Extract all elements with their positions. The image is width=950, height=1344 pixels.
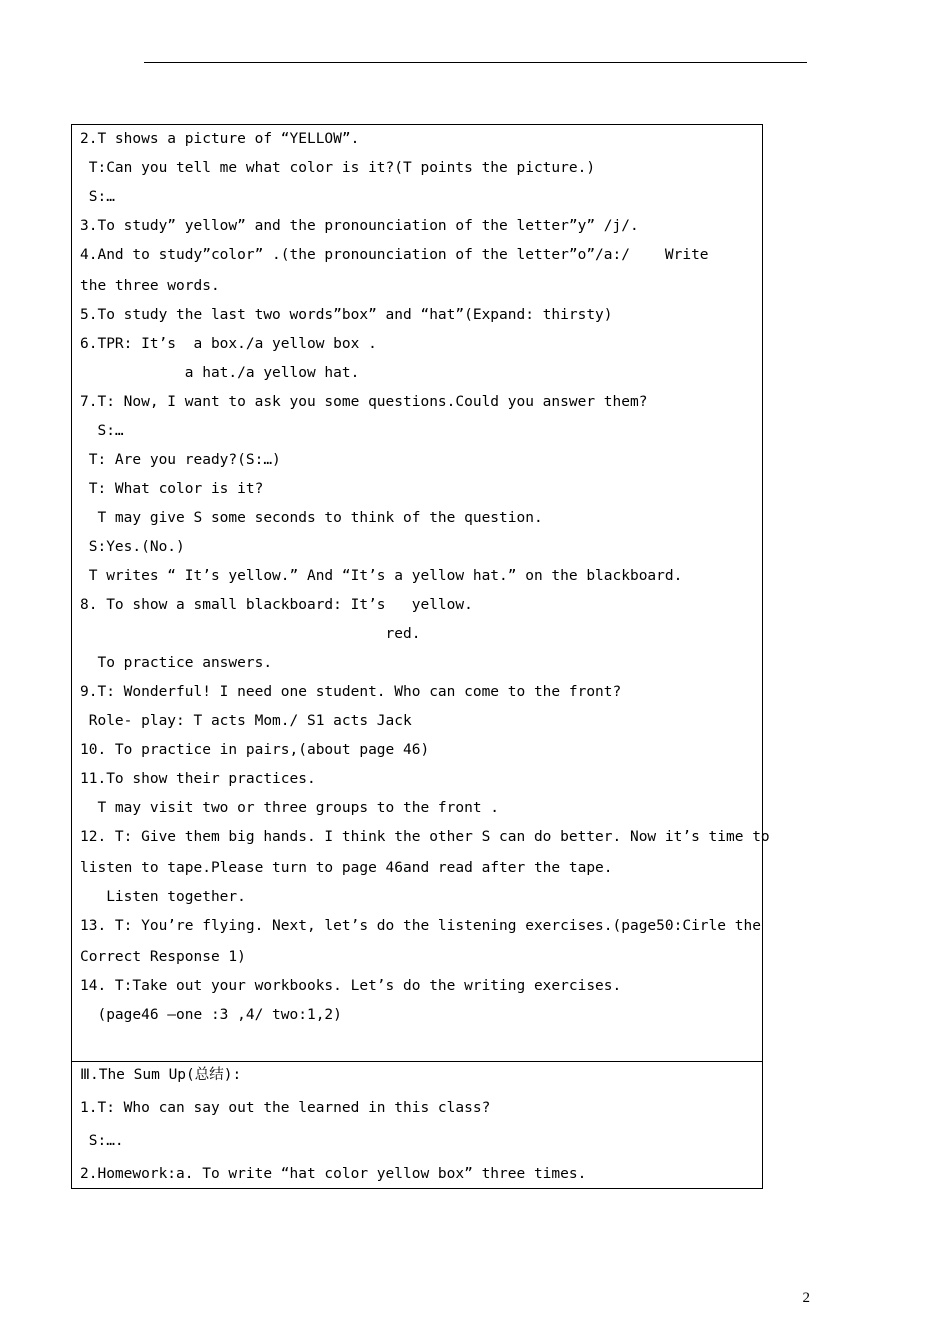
procedure-line: 8. To show a small blackboard: It’s yellow. [80,597,473,613]
procedure-line: 3.To study” yellow” and the pronounciation of the letter”y” /j/. [80,218,639,234]
procedure-line: 10. To practice in pairs,(about page 46) [80,742,430,758]
procedure-line: 9.T: Wonderful! I need one student. Who can come to the front? [80,684,622,700]
procedure-line: 11.To show their practices. [80,771,316,787]
procedure-line: T may give S some seconds to think of the question. [80,510,543,526]
procedure-line: 12. T: Give them big hands. I think the other S can do better. Now it’s time to [80,829,770,845]
procedure-line: S:Yes.(No.) [80,539,185,555]
procedure-line: T:Can you tell me what color is it?(T points the picture.) [80,160,596,176]
procedure-line: a hat./a yellow hat. [80,365,360,381]
procedure-line: T: Are you ready?(S:…) [80,452,281,468]
procedure-line: T writes “ It’s yellow.” And “It’s a yellow hat.” on the blackboard. [80,568,683,584]
sum-up-heading: Ⅲ.The Sum Up(总结): [80,1067,242,1083]
procedure-line: 13. T: You’re flying. Next, let’s do the listening exercises.(page50:Cirle the [80,918,761,934]
procedure-line: To practice answers. [80,655,273,671]
procedure-line: S:… [80,423,124,439]
procedure-line: 5.To study the last two words”box” and “hat”(Expand: thirsty) [80,307,613,323]
sum-up-line: S:…. [80,1133,124,1149]
procedure-line: 14. T:Take out your workbooks. Let’s do the writing exercises. [80,978,622,994]
page-number: 2 [802,1290,810,1306]
sum-up-line: 1.T: Who can say out the learned in this class? [80,1100,491,1116]
header-rule [144,62,807,63]
sum-up-cell [72,1062,762,1188]
procedure-line: the three words. [80,278,220,294]
procedure-line: Role- play: T acts Mom./ S1 acts Jack [80,713,412,729]
procedure-line: 2.T shows a picture of “YELLOW”. [80,131,360,147]
procedure-line: 6.TPR: It’s a box./a yellow box . [80,336,377,352]
procedure-line: (page46 –one :3 ,4/ two:1,2) [80,1007,342,1023]
procedure-line: red. [80,626,421,642]
lesson-table [71,124,770,1189]
procedure-line: S:… [80,189,115,205]
procedure-line: 4.And to study”color” .(the pronounciation of the letter”o”/a:/ Write [80,247,709,263]
homework-line: 2.Homework:a. To write “hat color yellow box” three times. [80,1166,587,1182]
procedure-line: T: What color is it? [80,481,264,497]
procedure-line: 7.T: Now, I want to ask you some questions.Could you answer them? [80,394,648,410]
procedure-line: Listen together. [80,889,246,905]
procedure-line: Correct Response 1) [80,949,246,965]
procedure-line: T may visit two or three groups to the front . [80,800,500,816]
procedure-cell [72,125,770,1062]
procedure-line: listen to tape.Please turn to page 46and read after the tape. [80,860,613,876]
